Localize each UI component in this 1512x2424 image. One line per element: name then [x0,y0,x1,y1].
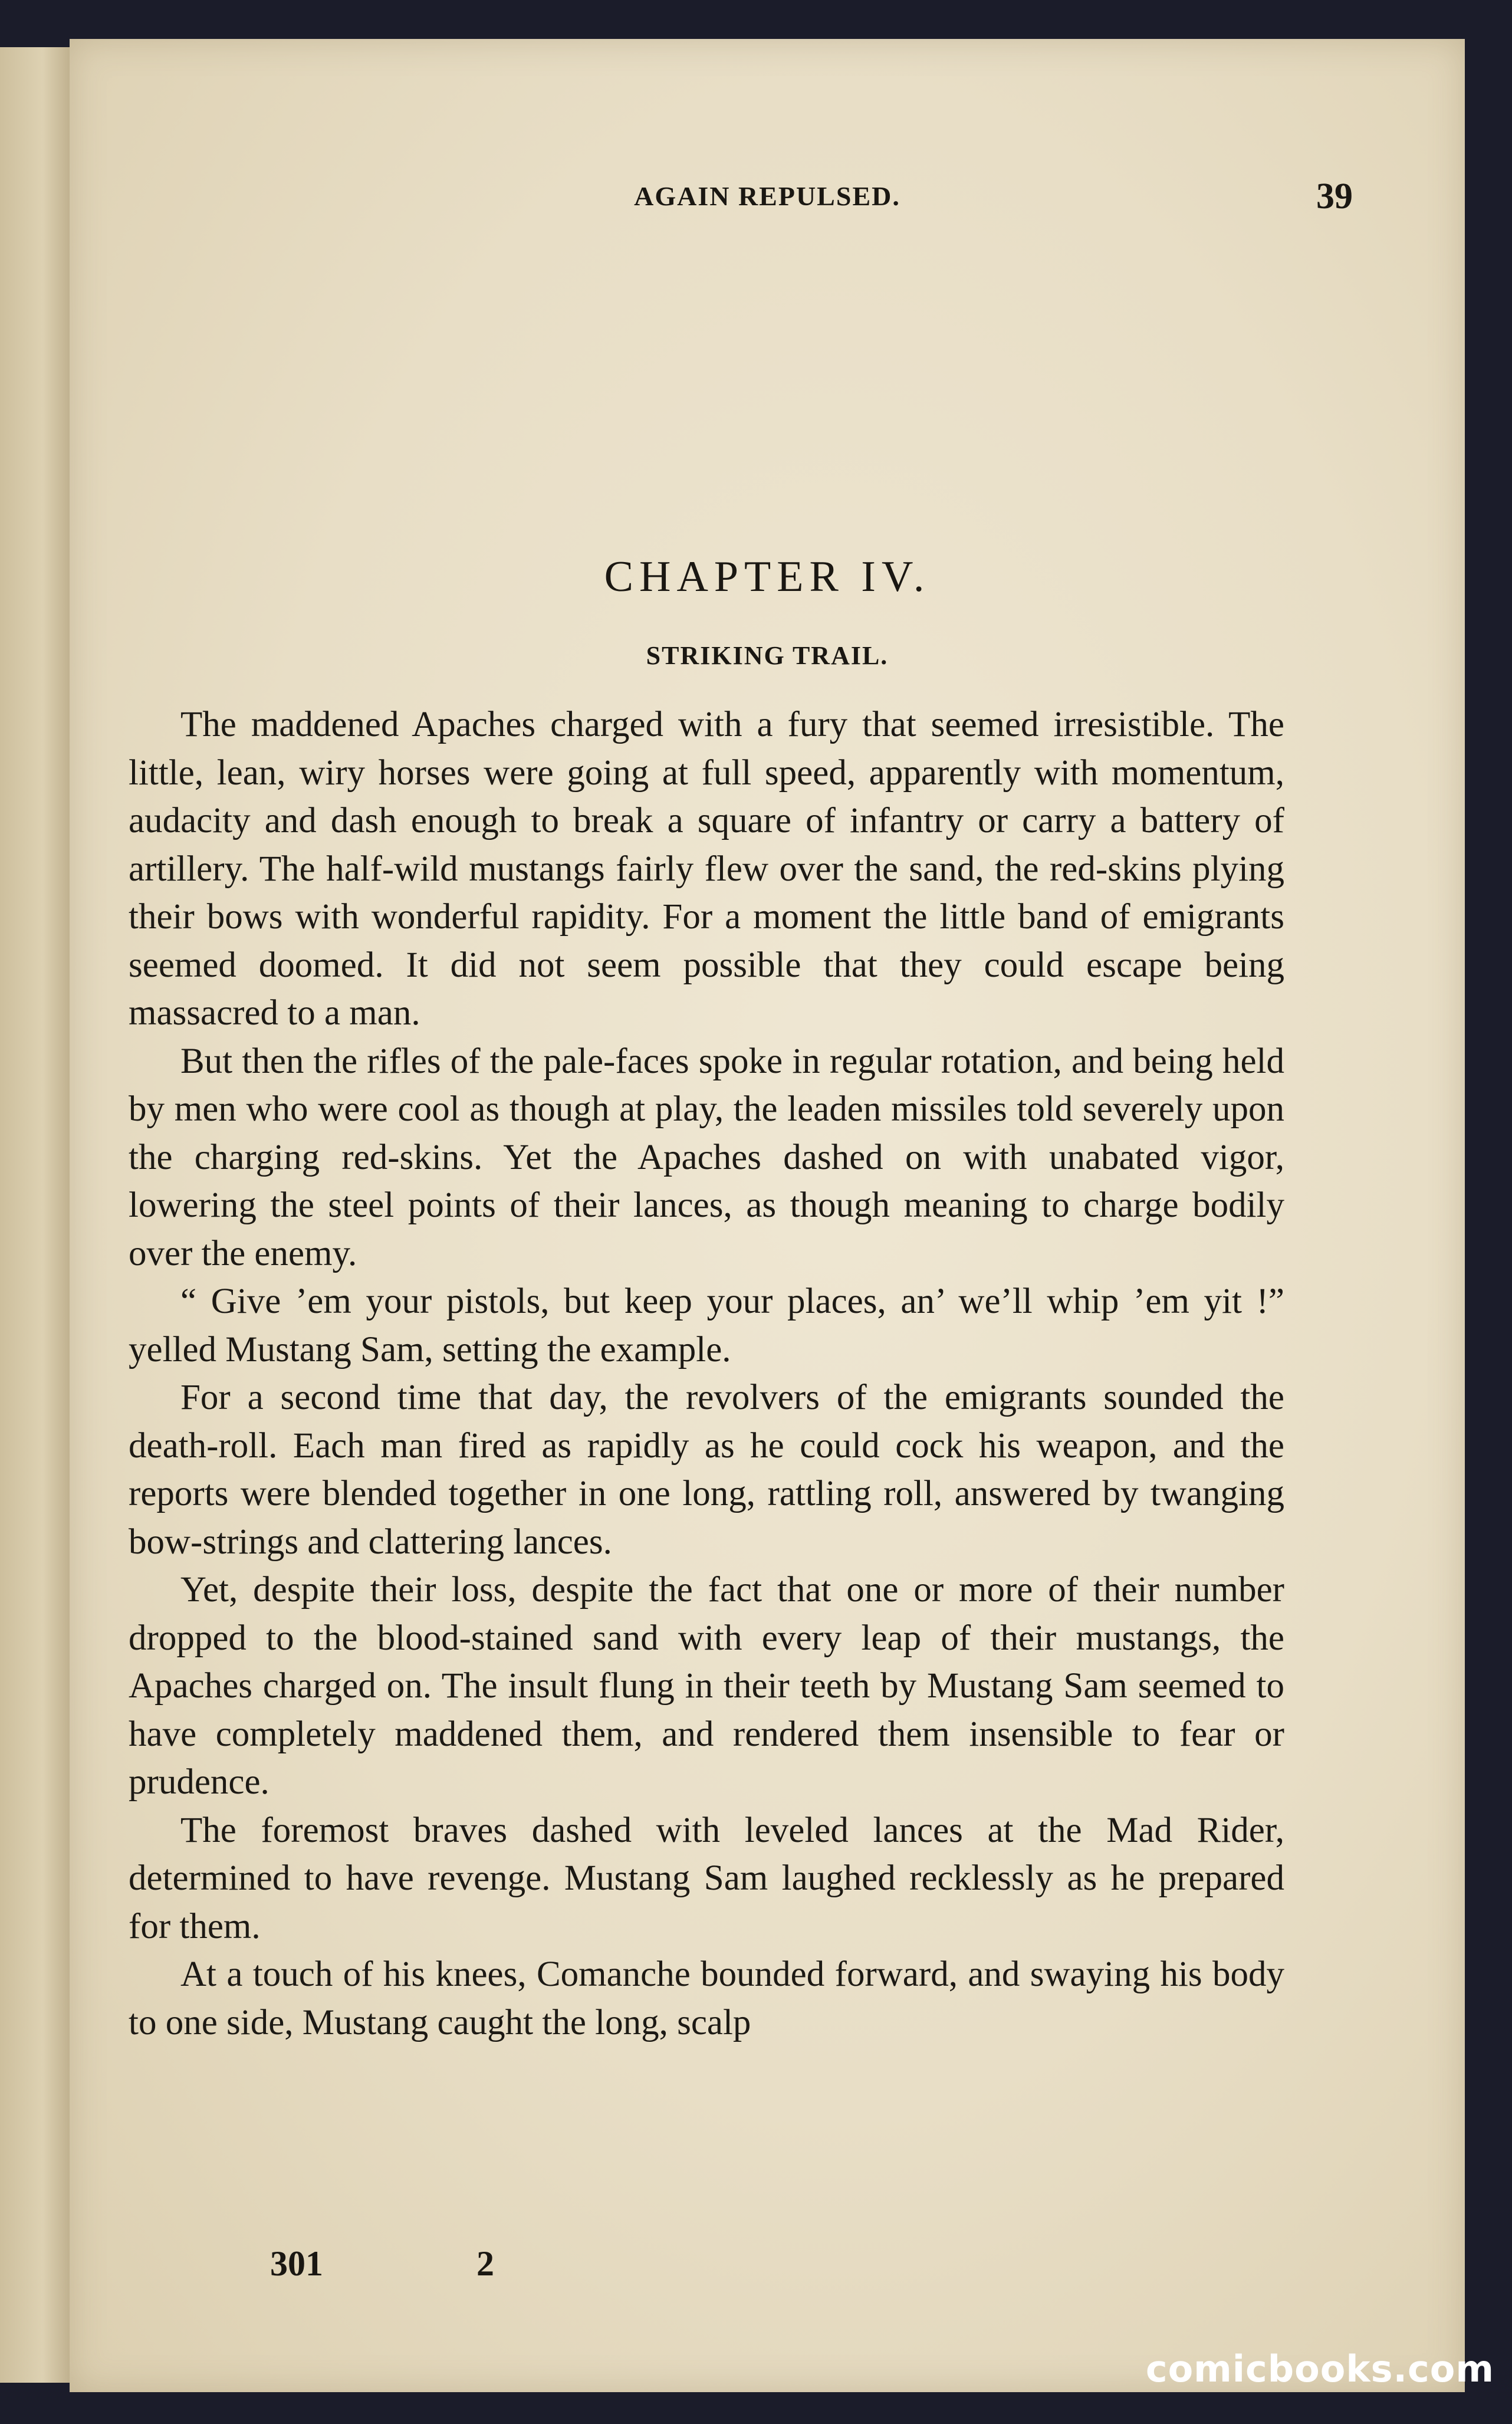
chapter-title: CHAPTER IV. [604,553,931,601]
watermark: comicbooks.com [1145,2347,1494,2390]
signature-mark [270,2244,494,2284]
running-head-title: AGAIN REPULSED. [634,181,900,211]
previous-page-edge [0,47,73,2383]
signature-sheet: 2 [476,2244,494,2283]
paragraph: For a second time that day, the revolvers of the emigrants sounded the death-roll. Each man fired as rapidly as he could cock his weapon, and the reports were blended together in one long, rattling roll, answered by twanging bow-strings and clattering lances. [129,1378,1284,1562]
signature-number: 301 [270,2244,323,2283]
paragraph: But then the rifles of the pale-faces spoke in regular rotation, and being held by men who were cool as though at play, the leaden missiles told severely upon the charging red-skins. Yet the Apaches dashed on with unabated vigor, lowering the steel points of their lances, as though meaning to charge bodily over the enemy. [129,1041,1284,1273]
body-text [129,701,1284,2047]
chapter-subtitle: STRIKING TRAIL. [646,641,889,670]
paragraph: The maddened Apaches charged with a fury that seemed irresistible. The little, lean, wiry horses were going at full speed, apparently with momentum, audacity and dash enough to break a square of infantry or carry a battery of artillery. The half-wild mustangs fairly flew over the sand, the red-skins plying their bows with wonderful rapidity. For a moment the little band of emigrants seemed doomed. It did not seem possible that they could escape being massacred to a man. [129,705,1284,1033]
paragraph: At a touch of his knees, Comanche bounded forward, and swaying his body to one side, Mustang caught the long, scalp [129,1955,1284,2042]
paragraph: Yet, despite their loss, despite the fact that one or more of their number dropped to the blood-stained sand with every leap of their mustangs, the Apaches charged on. The insult flung in their teeth by Mustang Sam seemed to have completely maddened them, and rendered them insensible to fear or prudence. [129,1570,1284,1802]
paragraph: The foremost braves dashed with leveled lances at the Mad Rider, determined to have revenge. Mustang Sam laughed recklessly as he prepared for them. [129,1810,1284,1946]
running-head [70,176,1465,234]
book-page [70,39,1465,2392]
paragraph: “ Give ’em your pistols, but keep your places, an’ we’ll whip ’em yit !” yelled Mustang Sam, setting the example. [129,1282,1284,1369]
page-number: 39 [1316,176,1353,216]
